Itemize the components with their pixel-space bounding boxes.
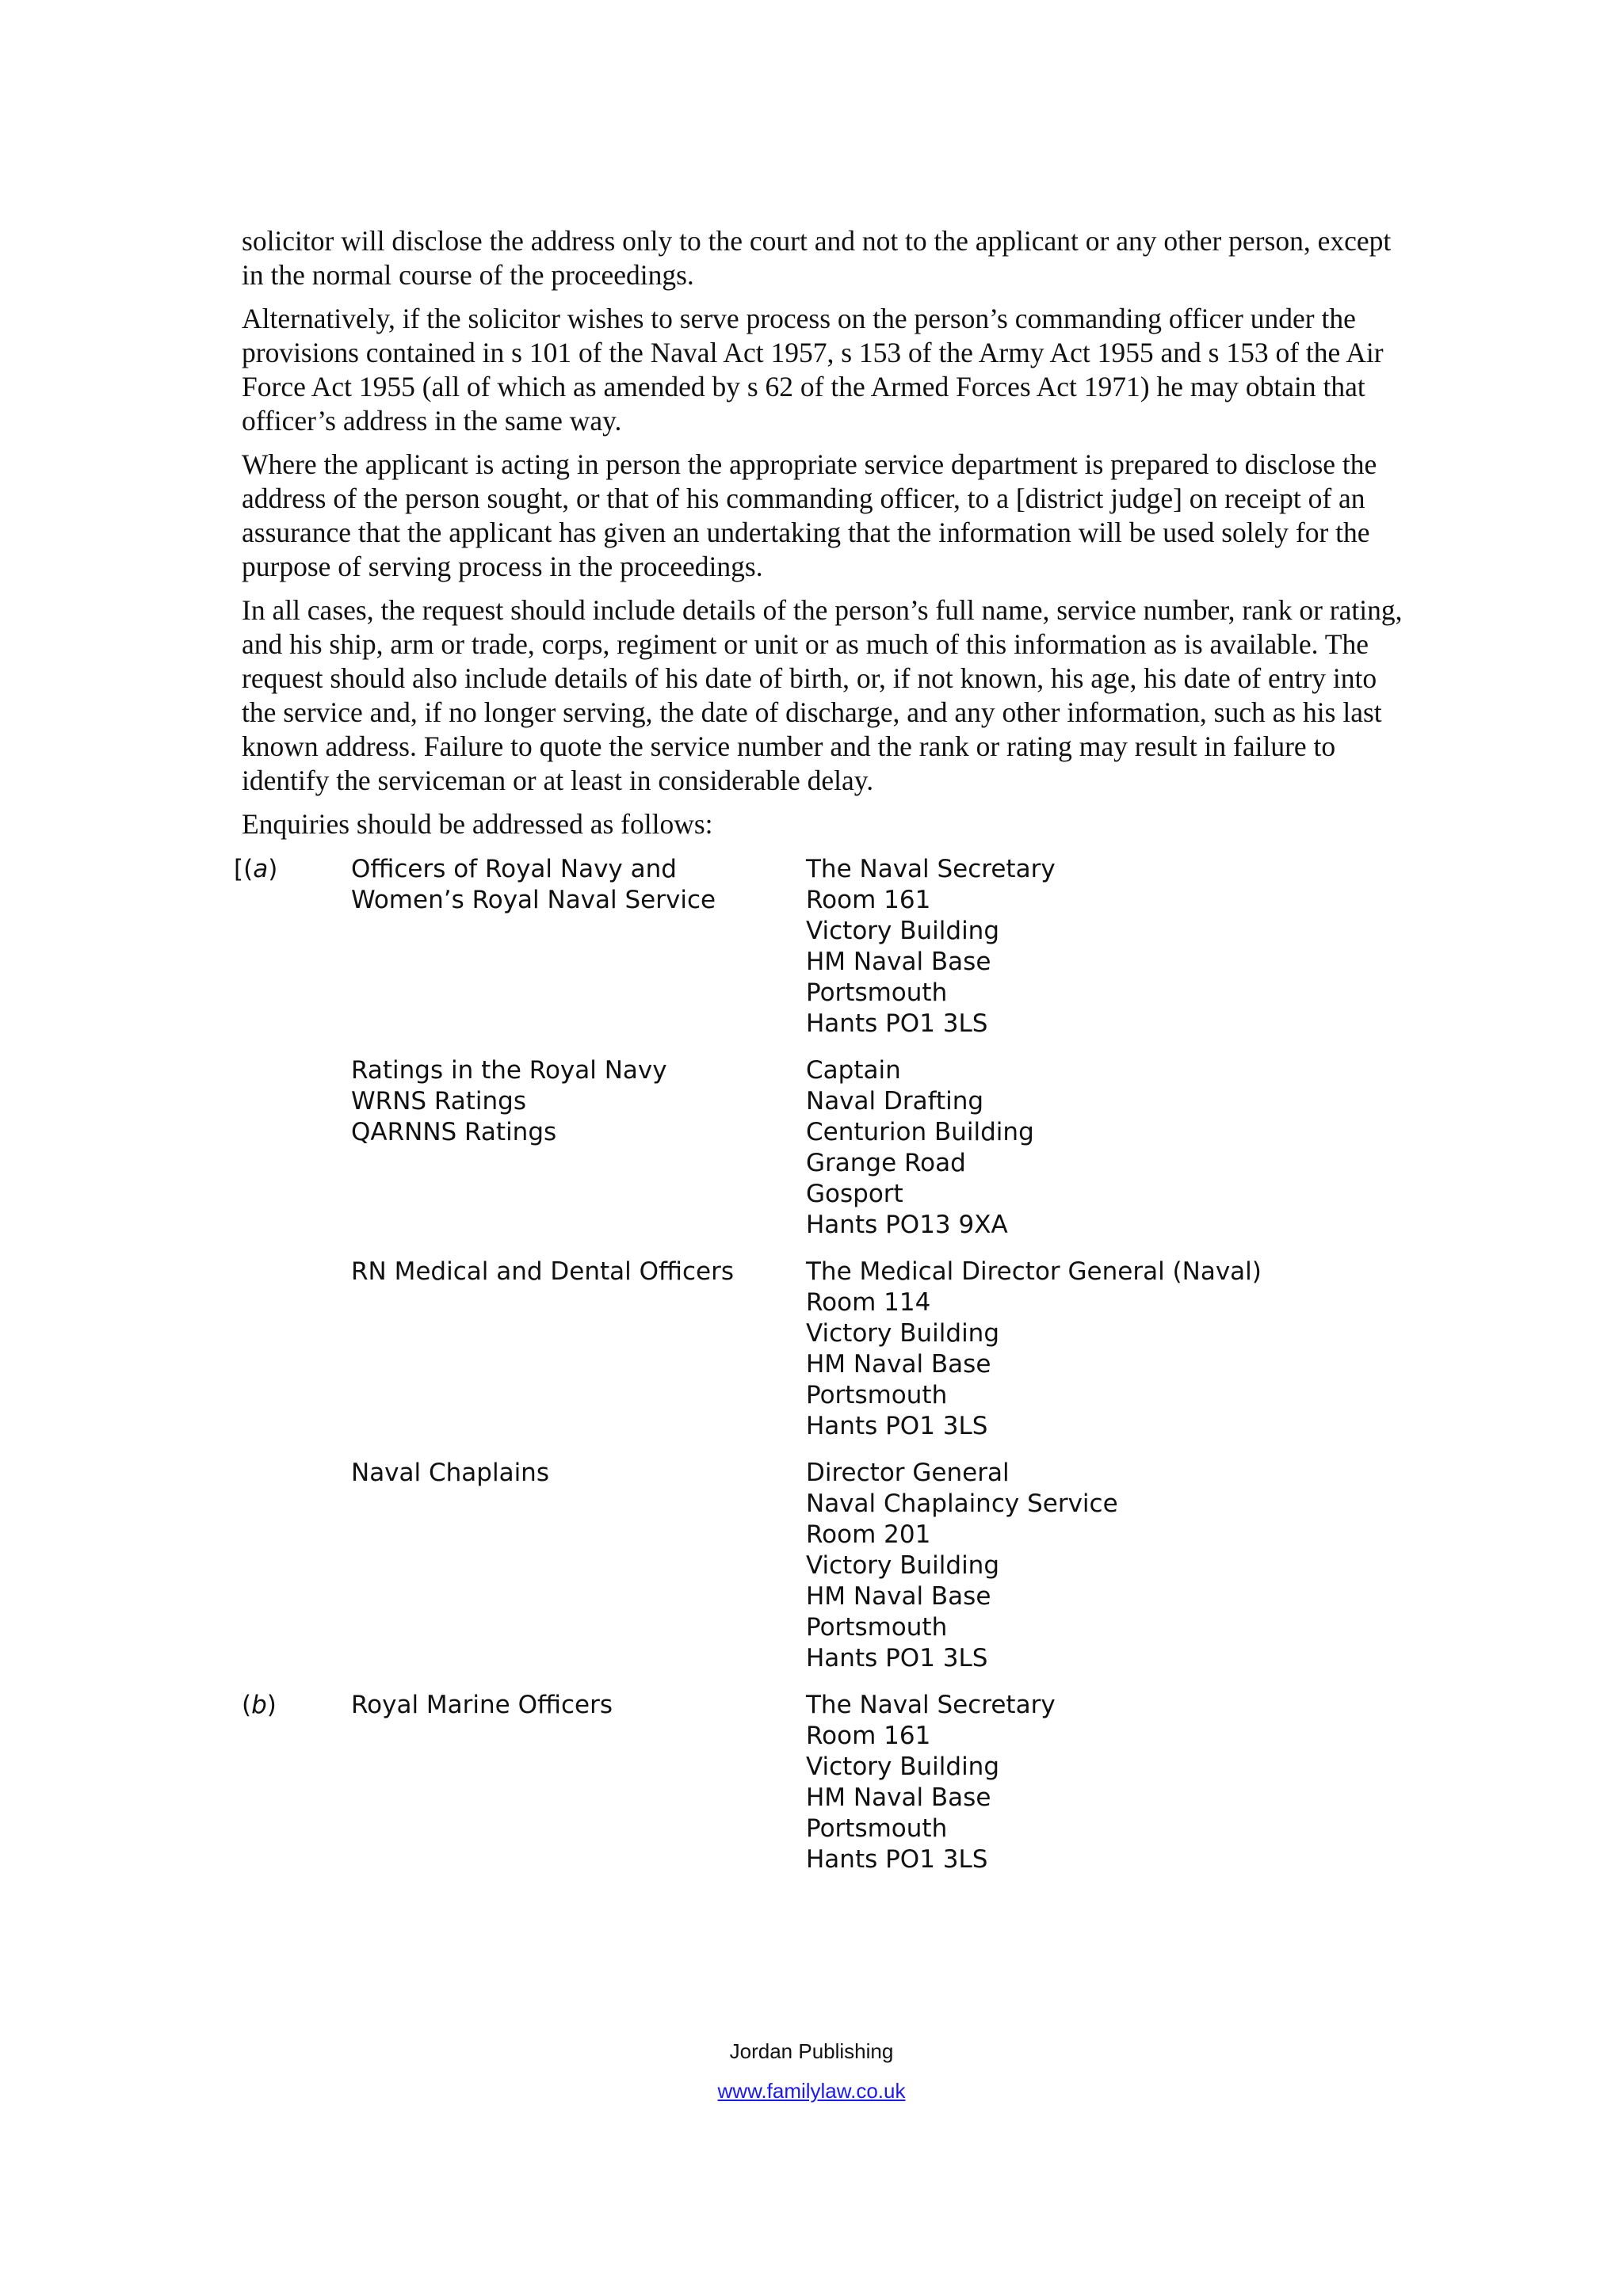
paragraph-5: Enquiries should be addressed as follows: xyxy=(242,808,713,840)
address-entry-a-officers xyxy=(234,854,1407,1039)
entry-address: The Medical Director General (Naval) Room 114 Victory Building HM Naval Base Portsmouth Hants PO1 3LS xyxy=(806,1257,1262,1440)
paragraph-1: solicitor will disclose the address only to the court and not to the applicant or any other person, except in the normal course of the proceedings. xyxy=(242,225,1392,291)
entry-category: Officers of Royal Navy and Women’s Royal Naval Service xyxy=(351,855,716,914)
entry-category: Ratings in the Royal Navy WRNS Ratings QARNNS Ratings xyxy=(351,1056,667,1146)
entry-label: [(a) xyxy=(234,855,278,883)
footer-publisher: Jordan Publishing xyxy=(729,2039,894,2063)
entry-label: (b) xyxy=(242,1691,277,1719)
entry-category: Royal Marine Officers xyxy=(351,1691,613,1719)
website-link[interactable]: www.familylaw.co.uk xyxy=(717,2079,906,2103)
entry-label xyxy=(242,1055,351,1241)
address-entry-medical xyxy=(242,1257,1407,1442)
address-table xyxy=(234,854,1407,1875)
entry-category: Naval Chaplains xyxy=(351,1459,549,1487)
entry-address: The Naval Secretary Room 161 Victory Building HM Naval Base Portsmouth Hants PO1 3LS xyxy=(806,855,1056,1038)
entry-address: Captain Naval Drafting Centurion Building Grange Road Gosport Hants PO13 9XA xyxy=(806,1056,1034,1239)
paragraph-2: Alternatively, if the solicitor wishes to serve process on the person’s commanding officer under the provisions contained in s 101 of the Naval Act 1957, s 153 of the Army Act 1955 and s 153 of the Air Force Act 1955 (all of which as amended by s 62 of the Armed Forces Act 1971) he may obtain that officer’s address in the same way. xyxy=(242,303,1384,437)
address-entry-ratings xyxy=(242,1055,1407,1241)
entry-address: The Naval Secretary Room 161 Victory Building HM Naval Base Portsmouth Hants PO1 3LS xyxy=(806,1691,1056,1874)
entry-category: RN Medical and Dental Officers xyxy=(351,1257,734,1286)
footer-website xyxy=(0,2079,1623,2103)
address-entry-b-royal-marines xyxy=(242,1690,1407,1875)
entry-label xyxy=(242,1458,351,1674)
paragraph-3: Where the applicant is acting in person the appropriate service department is prepared to disclose the address of the person sought, or that of his commanding officer, to a [district judge] on receipt of an assurance that the applicant has given an undertaking that the information will be used solely for the purpose of serving process in the proceedings. xyxy=(242,448,1377,582)
paragraph-4: In all cases, the request should include details of the person’s full name, service number, rank or rating, and his ship, arm or trade, corps, regiment or unit or as much of this information as is available. The request should also include details of his date of birth, or, if not known, his age, his date of entry into the service and, if no longer serving, the date of discharge, and any other information, such as his last known address. Failure to quote the service number and the rank or rating may result in failure to identify the serviceman or at least in considerable delay. xyxy=(242,594,1403,796)
document-page xyxy=(234,224,1407,1891)
entry-address: Director General Naval Chaplaincy Service Room 201 Victory Building HM Naval Base Portsmouth Hants PO1 3LS xyxy=(806,1459,1118,1672)
address-entry-chaplains xyxy=(242,1458,1407,1674)
entry-label xyxy=(242,1257,351,1442)
